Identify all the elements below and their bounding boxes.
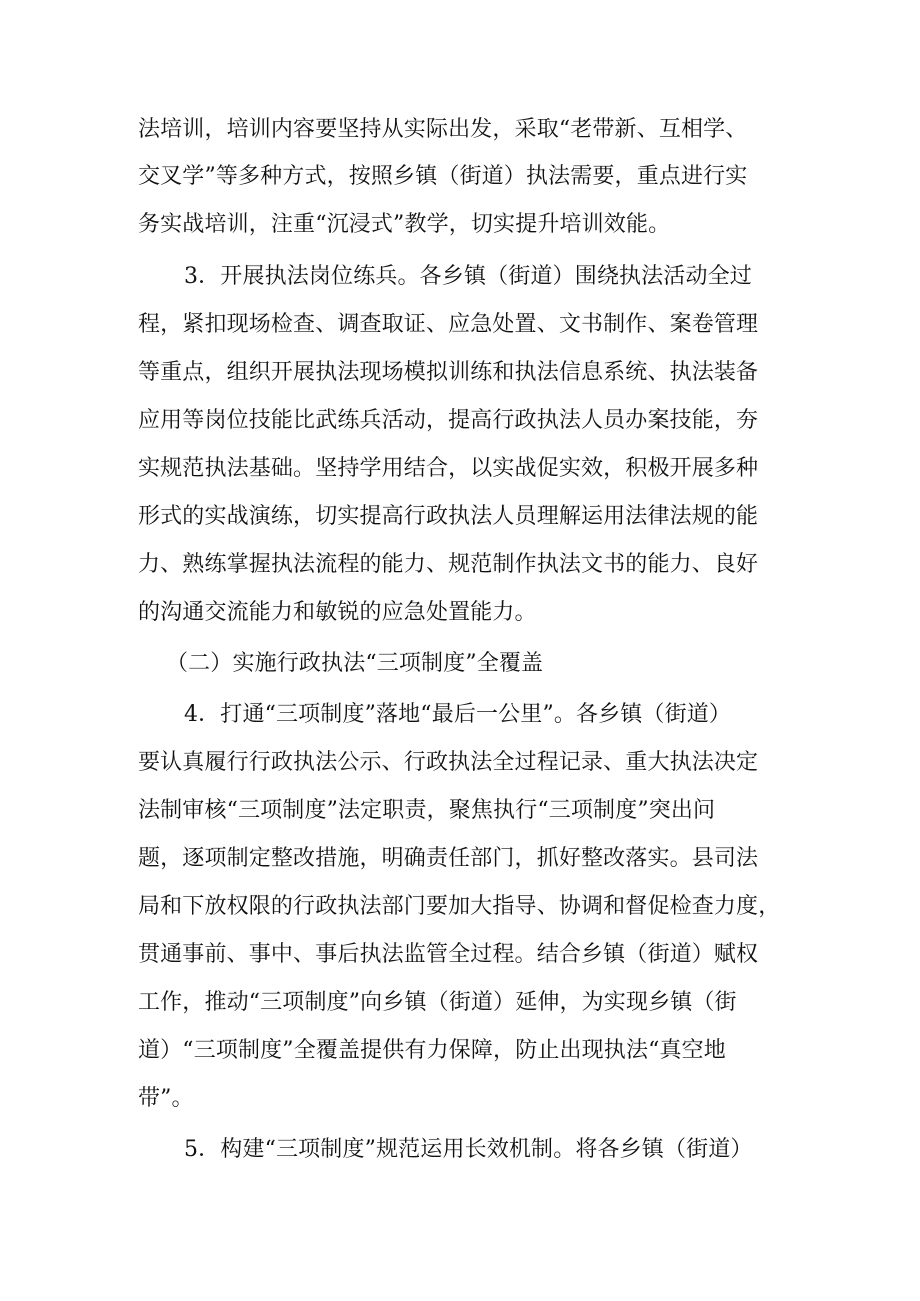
text-line: 贯通事前、事中、事后执法监管全过程。结合乡镇（街道）赋权 [138, 942, 759, 967]
text-line: 工作，推动“三项制度”向乡镇（街道）延伸，为实现乡镇（街 [138, 990, 737, 1015]
text-line: 法制审核“三项制度”法定职责，聚焦执行“三项制度”突出问 [138, 798, 716, 823]
text-line: 4．打通“三项制度”落地“最后一公里”。各乡镇（街道） [184, 702, 732, 727]
text-line: 应用等岗位技能比武练兵活动，提高行政执法人员办案技能，夯 [138, 408, 759, 433]
text-line: 务实战培训，注重“沉浸式”教学，切实提升培训效能。 [138, 212, 671, 237]
text-line: 题，逐项制定整改措施，明确责任部门，抓好整改落实。县司法 [138, 846, 759, 871]
text-line: 要认真履行行政执法公示、行政执法全过程记录、重大执法决定 [138, 750, 759, 775]
text-line: 程，紧扣现场检查、调查取证、应急处置、文书制作、案卷管理 [138, 312, 759, 337]
section-heading: （二）实施行政执法“三项制度”全覆盖 [166, 651, 544, 676]
text-line: 力、熟练掌握执法流程的能力、规范制作执法文书的能力、良好 [138, 552, 759, 577]
text-line: 交叉学”等多种方式，按照乡镇（街道）执法需要，重点进行实 [138, 164, 748, 189]
text-line: 5．构建“三项制度”规范运用长效机制。将各乡镇（街道） [184, 1137, 753, 1162]
text-line: 3．开展执法岗位练兵。各乡镇（街道）围绕执法活动全过 [184, 264, 752, 289]
text-line: 形式的实战演练，切实提高行政执法人员理解运用法律法规的能 [138, 504, 759, 529]
text-line: 的沟通交流能力和敏锐的应急处置能力。 [138, 600, 537, 625]
text-line: 实规范执法基础。坚持学用结合，以实战促实效，积极开展多种 [138, 456, 759, 481]
text-line: 局和下放权限的行政执法部门要加大指导、协调和督促检查力度， [138, 894, 781, 919]
text-line: 道）“三项制度”全覆盖提供有力保障，防止出现执法“真空地 [138, 1038, 726, 1063]
text-line: 等重点，组织开展执法现场模拟训练和执法信息系统、执法装备 [138, 360, 759, 385]
text-line: 带”。 [138, 1086, 194, 1111]
text-line: 法培训，培训内容要坚持从实际出发，采取“老带新、互相学、 [138, 117, 748, 142]
